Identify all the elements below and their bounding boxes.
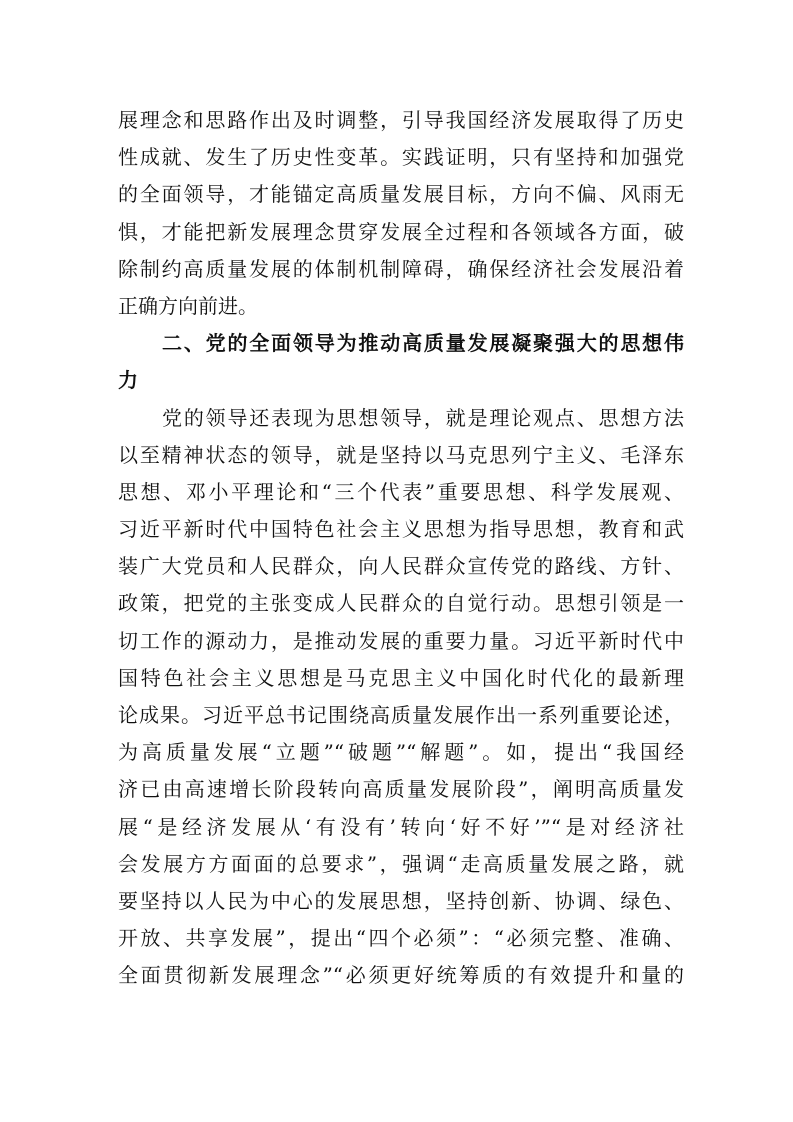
text-line: 政策，把党的主张变成人民群众的自觉行动。思想引领是一: [118, 591, 684, 616]
text-line: 切工作的源动力，是推动发展的重要力量。习近平新时代中: [118, 628, 684, 653]
text-line: 力: [118, 368, 138, 393]
document-page: [118, 102, 684, 995]
text-line: 论成果。习近平总书记围绕高质量发展作出一系列重要论述，: [118, 703, 684, 727]
text-line: 会发展方方面面的总要求”，强调“走高质量发展之路，就: [118, 851, 684, 876]
text-line: 要坚持以人民为中心的发展思想，坚持创新、协调、绿色、: [118, 888, 684, 913]
text-line: 性成就、发生了历史性变革。实践证明，只有坚持和加强党: [118, 145, 684, 170]
text-line: 党的领导还表现为思想领导，就是理论观点、思想方法: [162, 405, 684, 430]
text-line: 习近平新时代中国特色社会主义思想为指导思想，教育和武: [118, 517, 684, 542]
text-line: 的全面领导，才能锚定高质量发展目标，方向不偏、风雨无: [118, 182, 684, 207]
text-line: 思想、邓小平理论和“三个代表”重要思想、科学发展观、: [118, 479, 684, 504]
text-line: 开放、共享发展”，提出“四个必须”：“必须完整、准确、: [118, 926, 684, 951]
text-line: 二、党的全面领导为推动高质量发展凝聚强大的思想伟: [162, 331, 684, 356]
text-line: 展理念和思路作出及时调整，引导我国经济发展取得了历史: [118, 108, 684, 132]
section-heading: [118, 325, 684, 399]
body-paragraph: [118, 400, 684, 995]
text-line: 展“是经济发展从‘有没有’转向‘好不好’”“是对经济社: [118, 814, 684, 839]
text-line: 正确方向前进。: [118, 293, 258, 318]
body-paragraph: [118, 102, 684, 325]
text-line: 装广大党员和人民群众，向人民群众宣传党的路线、方针、: [118, 554, 684, 579]
text-line: 除制约高质量发展的体制机制障碍，确保经济社会发展沿着: [118, 256, 684, 281]
text-line: 国特色社会主义思想是马克思主义中国化时代化的最新理: [118, 665, 684, 690]
text-line: 济已由高速增长阶段转向高质量发展阶段”，阐明高质量发: [118, 777, 684, 802]
text-line: 惧，才能把新发展理念贯穿发展全过程和各领域各方面，破: [118, 219, 684, 244]
text-line: 以至精神状态的领导，就是坚持以马克思列宁主义、毛泽东: [118, 442, 684, 467]
text-line: 为高质量发展“立题”“破题”“解题”。如，提出“我国经: [118, 740, 684, 765]
text-line: 全面贯彻新发展理念”“必须更好统筹质的有效提升和量的: [118, 963, 684, 988]
